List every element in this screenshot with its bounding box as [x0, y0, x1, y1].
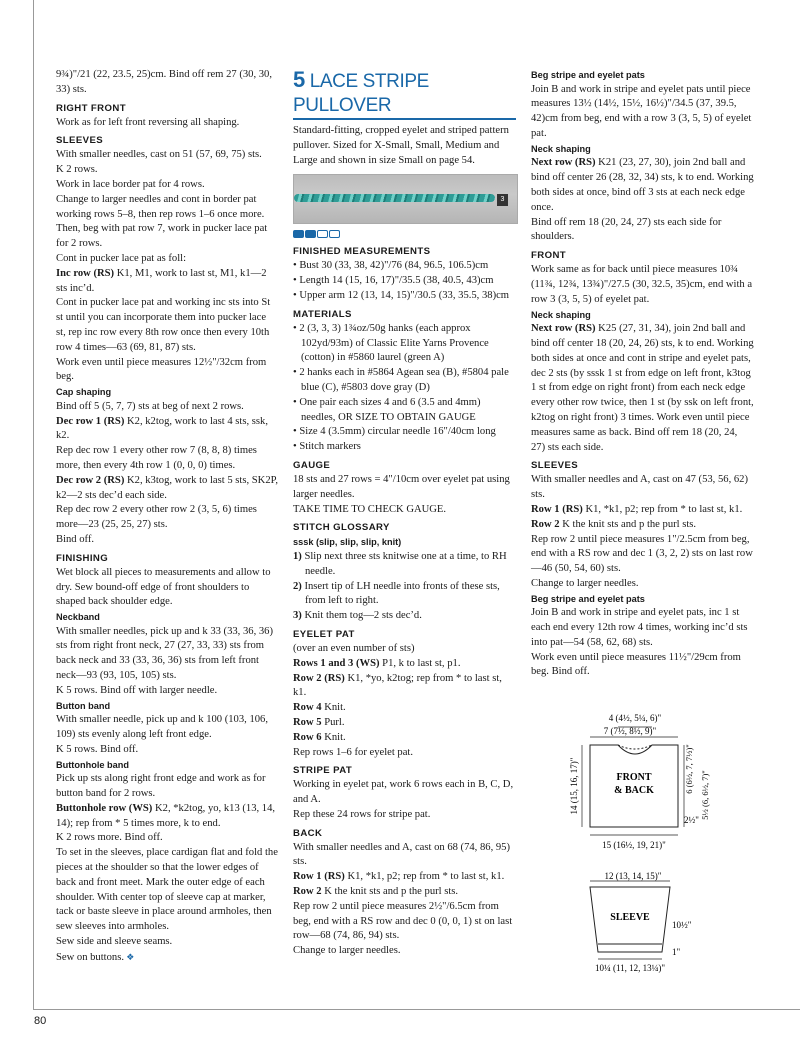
body-paragraph [56, 400, 278, 415]
bullet-item [293, 425, 516, 440]
body-paragraph [293, 657, 516, 672]
text: Neckband [56, 612, 100, 623]
text: K the knit sts and p the purl sts. [321, 886, 459, 898]
body-paragraph [293, 473, 516, 503]
bullet-item [293, 396, 516, 426]
instruction-label: 1) [293, 550, 302, 562]
text: K1, *k1, p2; rep from * to last st, k1. [582, 503, 743, 515]
body-paragraph [293, 716, 516, 731]
end-mark-icon: ❖ [123, 951, 135, 962]
body-paragraph [531, 518, 754, 533]
numbered-step [293, 580, 516, 610]
body-paragraph [293, 778, 516, 808]
text: Cap shaping [56, 387, 112, 398]
text: K1, *k1, p2; rep from * to last st, k1. [344, 871, 505, 883]
skill-level-pip [293, 230, 304, 238]
text: K 5 rows. Bind off. [56, 743, 139, 755]
body-paragraph [56, 846, 278, 935]
text: Bind off 5 (5, 7, 7) sts at beg of next 2 rows. [56, 400, 244, 412]
text: Beg stripe and eyelet pats [531, 593, 645, 604]
pattern-title [293, 68, 516, 120]
text: SLEEVES [531, 460, 579, 472]
section-heading [56, 133, 278, 148]
text: 2 (3, 3, 3) 1¾oz/50g hanks (each approx 102yd/93m) of Classic Elite Yarns Provence (cotton) in #5860 laurel (green A) [299, 322, 489, 364]
body-paragraph [56, 713, 278, 743]
yarn-strand [294, 194, 495, 202]
instruction-label: Row 5 [293, 716, 322, 728]
column-left [56, 68, 278, 966]
body-paragraph [56, 950, 278, 966]
instruction-label: Row 6 [293, 731, 322, 743]
body-paragraph [293, 701, 516, 716]
subheading [56, 610, 278, 625]
text: Neck shaping [531, 309, 591, 320]
text: Rep row 2 until piece measures 2½"/6.5cm from beg, end with a RS row and dec 0 (0, 0, 1) st on last row—68 (74, 86, 94) sts. [293, 900, 513, 942]
schematic-top-inner: 7 (7½, 8½, 9)" [603, 726, 657, 736]
body-paragraph [56, 296, 278, 355]
text: 18 sts and 27 rows = 4"/10cm over eyelet pat using larger needles. [293, 473, 510, 500]
text: STRIPE PAT [293, 765, 353, 777]
body-paragraph [293, 808, 516, 823]
body-paragraph [531, 216, 754, 246]
body-schematic [560, 705, 740, 855]
sleeve-top: 12 (13, 14, 15)" [604, 872, 662, 881]
text: GAUGE [293, 459, 331, 471]
text: Knit. [321, 731, 346, 743]
subheading [56, 758, 278, 773]
section-heading [293, 244, 516, 259]
text: Button band [56, 700, 111, 711]
schematic-left: 14 (15, 16, 17)" [569, 757, 579, 815]
text: K2, *k2tog, yo, k13 (13, 14, 14); rep from * 5 times more, k to end. [56, 802, 276, 829]
body-paragraph [56, 503, 278, 533]
skill-level-pip [305, 230, 316, 238]
text: Rep these 24 rows for stripe pat. [293, 808, 431, 820]
text: With smaller needles, pick up and k 33 (33, 36, 36) sts from right front neck, 27 (27, 33, 33) sts from back neck and 33 (33, 36, 36) sts from left front neck—93 (93, 105, 105) sts. [56, 625, 273, 682]
body-paragraph [56, 566, 278, 610]
sleeve-right-upper: 10½" [672, 920, 692, 930]
text: Buttonhole band [56, 759, 129, 770]
schematic-right-upper: 6 (6½, 7, 7½)" [684, 744, 694, 794]
schematic-label-2: & BACK [614, 785, 654, 796]
body-paragraph [56, 267, 278, 297]
text: K 2 rows more. Bind off. [56, 832, 163, 844]
text: SLEEVES [56, 135, 104, 147]
subheading [293, 535, 516, 550]
body-paragraph [293, 746, 516, 761]
bullet-item [293, 274, 516, 289]
text: FINISHED MEASUREMENTS [293, 246, 431, 258]
body-paragraph [56, 252, 278, 267]
bullet-item [293, 322, 516, 366]
text: Sew on buttons. [56, 951, 124, 963]
instruction-label: Next row (RS) [531, 157, 596, 169]
text: sssk (slip, slip, slip, knit) [293, 537, 402, 548]
section-heading [531, 458, 754, 473]
text: P1, k to last st, p1. [379, 657, 461, 669]
section-heading [293, 763, 516, 778]
text: Knit. [321, 702, 346, 714]
bullet-icon: • [293, 441, 300, 453]
body-paragraph [56, 356, 278, 386]
body-paragraph [56, 743, 278, 758]
skill-level-icon [293, 230, 516, 238]
text: Join B and work in stripe and eyelet pats until piece measures 13½ (14½, 15½, 16½)"/34.5 (37, 39.5, 42)cm from beg, end with a row 3 (3, 5, 5) of eyelet pat. [531, 83, 752, 139]
text: Change to larger needles. [531, 577, 639, 589]
text: MATERIALS [293, 308, 352, 320]
subheading [531, 308, 754, 323]
body-paragraph [531, 651, 754, 681]
body-paragraph [56, 178, 278, 193]
text: Purl. [321, 716, 345, 728]
body-paragraph [531, 263, 754, 307]
schematic-label-1: FRONT [616, 772, 652, 783]
text: Rep row 2 until piece measures 1"/2.5cm from beg, end with a RS row and dec 1 (3, 2, 2) sts on last row—46 (50, 54, 60) sts. [531, 533, 753, 575]
instruction-label: 3) [293, 610, 302, 622]
text: Stitch markers [299, 441, 361, 453]
text: Neck shaping [531, 143, 591, 154]
body-paragraph [56, 935, 278, 950]
text: With smaller needles, cast on 51 (57, 69, 75) sts. [56, 149, 262, 161]
column-middle-body [293, 244, 516, 959]
text: K21 (23, 27, 30), join 2nd ball and bind off center 26 (28, 32, 34) sts, k to end. Working both sides at once, bind off 3 sts at each neck edge once. [531, 157, 754, 213]
schematic-right-mid: 5½ (6, 6½, 7)" [700, 770, 710, 820]
text: Length 14 (15, 16, 17)"/35.5 (38, 40.5, 43)cm [299, 275, 494, 287]
text: With smaller needles and A, cast on 68 (74, 86, 95) sts. [293, 841, 510, 868]
text: Work as for left front reversing all shaping. [56, 116, 240, 128]
text: RIGHT FRONT [56, 102, 126, 114]
bullet-icon: • [293, 367, 300, 379]
column-right [531, 68, 754, 680]
body-paragraph [531, 606, 754, 650]
text: K25 (27, 31, 34), join 2nd ball and bind off center 18 (20, 24, 26) sts, k to end. Working both sides at once and cont in stripe and eyelet pats, dec 2 sts (by sssk 1 st from edge on left front, k3tog 1 st from edge on right front) from each neck edge every other row twice, then 1 st (by ssk on left front, k2tog on right front) 3 times. Work even until piece measures same as back. Bind off rem 18 (20, 24, 27) sts each side. [531, 323, 754, 453]
body-paragraph [56, 444, 278, 474]
text: Pick up sts along right front edge and work as for button band for 2 rows. [56, 773, 266, 800]
body-paragraph [56, 68, 278, 98]
text: K1, *yo, k2tog; rep from * to last st, k1. [293, 672, 502, 699]
body-paragraph [56, 163, 278, 178]
body-paragraph [293, 672, 516, 702]
text: Knit them tog—2 sts dec’d. [301, 610, 422, 622]
schematic-top-outer: 4 (4½, 5¼, 6)" [608, 713, 662, 723]
body-paragraph [293, 503, 516, 518]
bullet-item [293, 289, 516, 304]
text: One pair each sizes 4 and 6 (3.5 and 4mm) needles, OR SIZE TO OBTAIN GAUGE [299, 396, 481, 423]
bullet-item [293, 440, 516, 455]
body-paragraph [531, 322, 754, 455]
text: EYELET PAT [293, 628, 355, 640]
body-paragraph [531, 473, 754, 503]
section-heading [293, 826, 516, 841]
body-paragraph [56, 802, 278, 832]
text: FINISHING [56, 552, 109, 564]
numbered-step [293, 550, 516, 580]
schematic-bottom: 15 (16½, 19, 21)" [602, 840, 666, 850]
text: Change to larger needles and cont in border pat working rows 5–8, then rep rows 1–6 once more. Then, beg with pat row 7, work in pucker lace pat for 2 rows. [56, 193, 268, 250]
body-paragraph [56, 684, 278, 699]
body-paragraph [531, 83, 754, 142]
instruction-label: Dec row 1 (RS) [56, 415, 125, 427]
bullet-icon: • [293, 322, 300, 334]
text: K2, k3tog, work to last 5 sts, SK2P, k2—2 sts dec’d each side. [56, 474, 278, 501]
text: With smaller needle, pick up and k 100 (103, 106, 109) sts evenly along left front edge. [56, 714, 268, 741]
text: Wet block all pieces to measurements and allow to dry. Sew bound-off edge of front shoulders to shaped back shoulder edge. [56, 566, 271, 608]
pattern-title-text: LACE STRIPE PULLOVER [293, 71, 429, 116]
body-paragraph [56, 148, 278, 163]
skill-level-pip [329, 230, 340, 238]
sleeve-label: SLEEVE [610, 912, 650, 923]
page-number: 80 [34, 1015, 47, 1027]
text: (over an even number of sts) [293, 642, 415, 654]
pattern-number: 5 [293, 67, 305, 92]
text: Sew side and sleeve seams. [56, 936, 173, 948]
skill-level-pip [317, 230, 328, 238]
instruction-label: Row 4 [293, 702, 322, 714]
text: Upper arm 12 (13, 14, 15)"/30.5 (33, 35.5, 38)cm [299, 289, 510, 301]
body-paragraph [293, 642, 516, 657]
text: Size 4 (3.5mm) circular needle 16"/40cm long [299, 426, 496, 438]
text: BACK [293, 827, 323, 839]
instruction-label: Inc row (RS) [56, 267, 115, 279]
text: K2, k2tog, work to last 4 sts, ssk, k2. [56, 415, 268, 442]
instruction-label: Row 2 [531, 518, 560, 530]
text: K1, M1, work to last st, M1, k1—2 sts inc’d. [56, 267, 267, 294]
text: Bind off rem 18 (20, 24, 27) sts each side for shoulders. [531, 216, 722, 243]
text: Bind off. [56, 533, 95, 545]
body-paragraph [531, 533, 754, 577]
text: Rep dec row 2 every other row 2 (3, 5, 6) times more—23 (25, 25, 27) sts. [56, 504, 257, 531]
text: Work in lace border pat for 4 rows. [56, 178, 205, 190]
body-paragraph [56, 474, 278, 504]
text: Insert tip of LH needle into fronts of these sts, from left to right. [301, 580, 500, 607]
section-heading [293, 627, 516, 642]
instruction-label: Next row (RS) [531, 323, 596, 335]
text: 2 hanks each in #5864 Agean sea (B), #5804 pale blue (C), #5803 dove gray (D) [299, 367, 509, 393]
text: Slip next three sts knitwise one at a time, to RH needle. [301, 550, 507, 577]
text: Rep rows 1–6 for eyelet pat. [293, 746, 414, 758]
bullet-icon: • [293, 396, 300, 408]
text: FRONT [531, 250, 567, 262]
yarn-weight-tag: 3 [497, 194, 508, 206]
bullet-item [293, 366, 516, 396]
body-paragraph [56, 831, 278, 846]
instruction-label: Row 2 (RS) [293, 672, 345, 684]
body-paragraph [293, 900, 516, 944]
section-heading [293, 307, 516, 322]
section-heading [293, 520, 516, 535]
text: To set in the sleeves, place cardigan flat and fold the pieces at the shoulder so that the lower edges of back and front meet. Mark the outer edge of each shoulder. With center top of sleeve cap at marker, tack or baste sleeve in place around armholes, then sew sleeves into armholes. [56, 847, 278, 933]
pattern-intro: Standard-fitting, cropped eyelet and striped pattern pullover. Sized for X-Small, Small, Medium and Large and shown in size Small on page 54. [293, 125, 509, 166]
bullet-icon: • [293, 260, 300, 272]
text: Bust 30 (33, 38, 42)"/76 (84, 96.5, 106.5)cm [299, 260, 489, 272]
body-paragraph [531, 577, 754, 592]
body-paragraph [531, 503, 754, 518]
text: Working in eyelet pat, work 6 rows each in B, C, D, and A. [293, 779, 514, 806]
instruction-label: Row 1 (RS) [293, 871, 345, 883]
sleeve-bottom: 10¼ (11, 12, 13¼)" [594, 963, 666, 973]
bullet-item [293, 259, 516, 274]
bullet-icon: • [293, 275, 300, 287]
text: Work even until piece measures 12½"/32cm from beg. [56, 356, 267, 383]
subheading [531, 142, 754, 157]
section-heading [56, 551, 278, 566]
sleeve-schematic [575, 872, 695, 977]
subheading [531, 592, 754, 607]
text: Beg stripe and eyelet pats [531, 70, 645, 80]
body-paragraph [531, 156, 754, 215]
body-paragraph [56, 116, 278, 131]
text: 9¾)"/21 (22, 23.5, 25)cm. Bind off rem 27 (30, 30, 33) sts. [56, 69, 272, 95]
body-paragraph [293, 870, 516, 885]
numbered-step [293, 609, 516, 624]
instruction-label: Dec row 2 (RS) [56, 474, 125, 486]
body-paragraph [293, 885, 516, 900]
text: Join B and work in stripe and eyelet pats, inc 1 st each end every 12th row 4 times, working inc’d sts into pat—54 (58, 62, 68) sts. [531, 607, 748, 648]
text: TAKE TIME TO CHECK GAUGE. [293, 503, 447, 515]
text: With smaller needles and A, cast on 47 (53, 56, 62) sts. [531, 474, 748, 501]
column-middle [293, 68, 516, 959]
instruction-label: 2) [293, 580, 302, 592]
body-paragraph [56, 415, 278, 445]
section-heading [293, 458, 516, 473]
text: K the knit sts and p the purl sts. [559, 518, 697, 530]
body-paragraph [293, 841, 516, 871]
body-paragraph [56, 625, 278, 684]
subheading [531, 68, 754, 83]
text: Work even until piece measures 11½"/29cm from beg. Bind off. [531, 651, 741, 678]
schematic-right-lower: 2½" [684, 815, 699, 825]
text: Change to larger needles. [293, 945, 401, 957]
sleeve-right-lower: 1" [672, 947, 681, 957]
instruction-label: Row 2 [293, 886, 322, 898]
text: Cont in pucker lace pat and working inc sts into St st until you can incorporate them into pucker lace st, rep inc row every 8th row once then every 10th row 4 times—63 (69, 81, 87) sts. [56, 297, 271, 353]
text: K 5 rows. Bind off with larger needle. [56, 684, 218, 696]
neck-dashed [618, 745, 652, 749]
body-paragraph [293, 731, 516, 746]
bullet-icon: • [293, 426, 300, 438]
text: Work same as for back until piece measures 10¾ (11¾, 12¾, 13¾)"/27.5 (30, 32.5, 35)cm, end with a row 3 (3, 5, 5) of eyelet pat. [531, 264, 753, 305]
instruction-label: Buttonhole row (WS) [56, 802, 153, 814]
instruction-label: Rows 1 and 3 (WS) [293, 657, 380, 669]
bullet-icon: • [293, 289, 300, 301]
section-heading [531, 248, 754, 263]
text: STITCH GLOSSARY [293, 522, 390, 534]
body-paragraph [56, 772, 278, 802]
subheading [56, 699, 278, 714]
text: K 2 rows. [56, 164, 98, 176]
text: Cont in pucker lace pat as foll: [56, 252, 187, 264]
section-heading [56, 101, 278, 116]
body-paragraph [56, 533, 278, 548]
instruction-label: Row 1 (RS) [531, 503, 583, 515]
body-paragraph [293, 944, 516, 959]
yarn-swatch-image [293, 174, 518, 224]
subheading [56, 385, 278, 400]
body-paragraph [56, 193, 278, 252]
text: Rep dec row 1 every other row 7 (8, 8, 8) times more, then every 4th row 1 (0, 0, 0) times. [56, 445, 257, 471]
